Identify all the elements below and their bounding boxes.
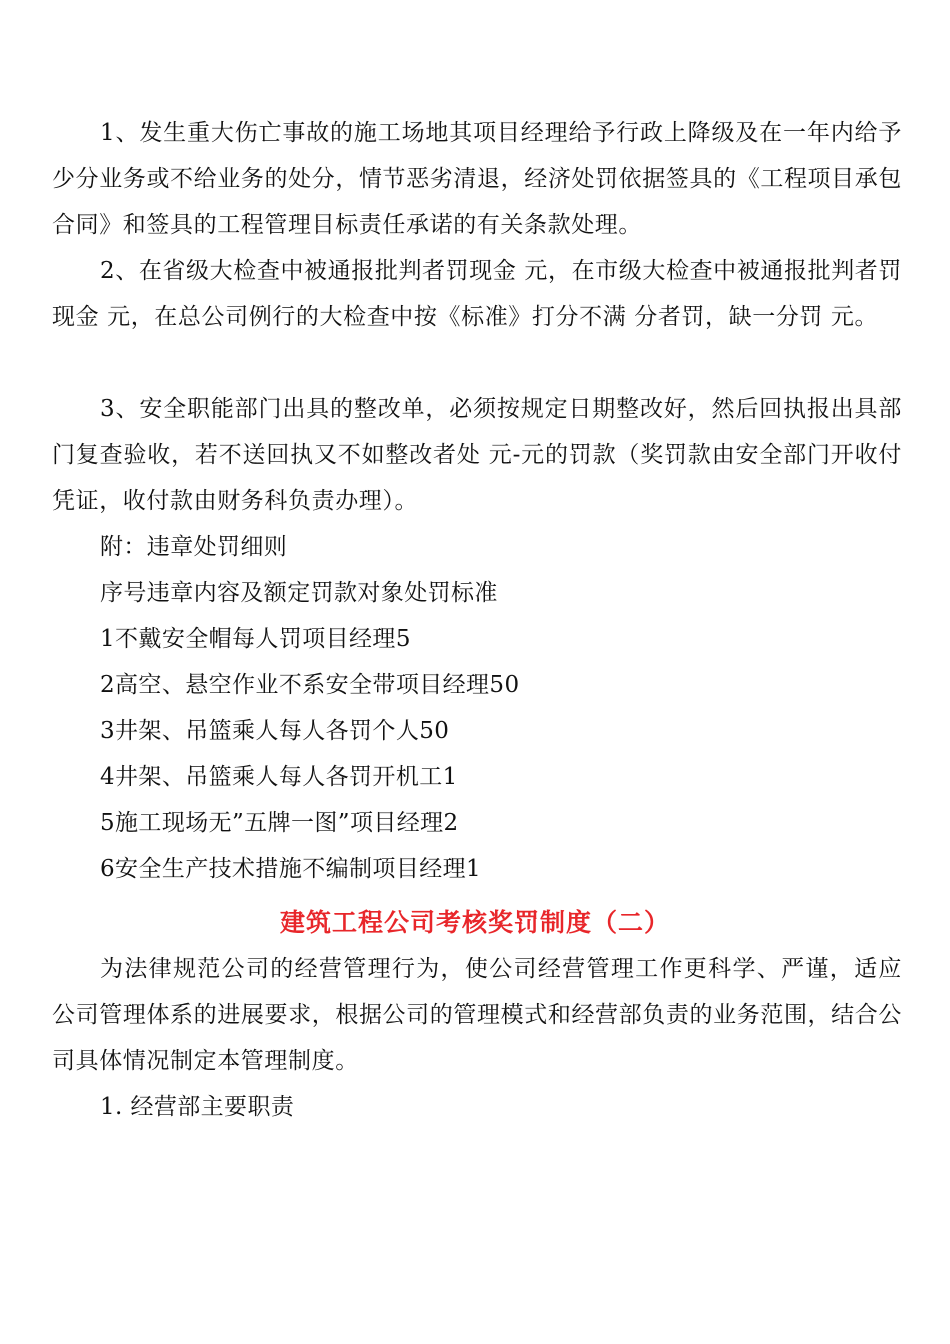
appendix-title: 附：违章处罚细则 bbox=[100, 534, 288, 560]
table-row: 6安全生产技术措施不编制项目经理1 bbox=[100, 856, 482, 882]
section-item-1: 1. 经营部主要职责 bbox=[100, 1094, 295, 1120]
table-row: 4井架、吊篮乘人每人各罚开机工1 bbox=[100, 764, 458, 790]
table-row: 2高空、悬空作业不系安全带项目经理50 bbox=[100, 672, 520, 698]
table-header: 序号违章内容及额定罚款对象处罚标准 bbox=[100, 580, 498, 606]
paragraph-1: 1、发生重大伤亡事故的施工场地其项目经理给予行政上降级及在一年内给予少分业务或不给业务的处分，情节恶劣清退，经济处罚依据签具的《工程项目承包合同》和签具的工程管理目标责任承诺的有关条款处理。 bbox=[52, 120, 902, 238]
table-row: 1不戴安全帽每人罚项目经理5 bbox=[100, 626, 411, 652]
paragraph-2: 2、在省级大检查中被通报批判者罚现金 元，在市级大检查中被通报批判者罚现金 元，在总公司例行的大检查中按《标准》打分不满 分者罚，缺一分罚 元。 bbox=[52, 258, 902, 330]
section-title: 建筑工程公司考核奖罚制度（二） bbox=[279, 908, 670, 937]
paragraph-3: 3、安全职能部门出具的整改单，必须按规定日期整改好，然后回执报出具部门复查验收，若不送回执又不如整改者处 元-元的罚款（奖罚款由安全部门开收付凭证，收付款由财务科负责办理）。 bbox=[52, 396, 902, 514]
section-intro: 为法律规范公司的经营管理行为，使公司经营管理工作更科学、严谨，适应公司管理体系的进展要求，根据公司的管理模式和经营部负责的业务范围，结合公司具体情况制定本管理制度。 bbox=[52, 956, 902, 1074]
table-row: 5施工现场无”五牌一图”项目经理2 bbox=[100, 810, 459, 836]
table-row: 3井架、吊篮乘人每人各罚个人50 bbox=[100, 718, 450, 744]
